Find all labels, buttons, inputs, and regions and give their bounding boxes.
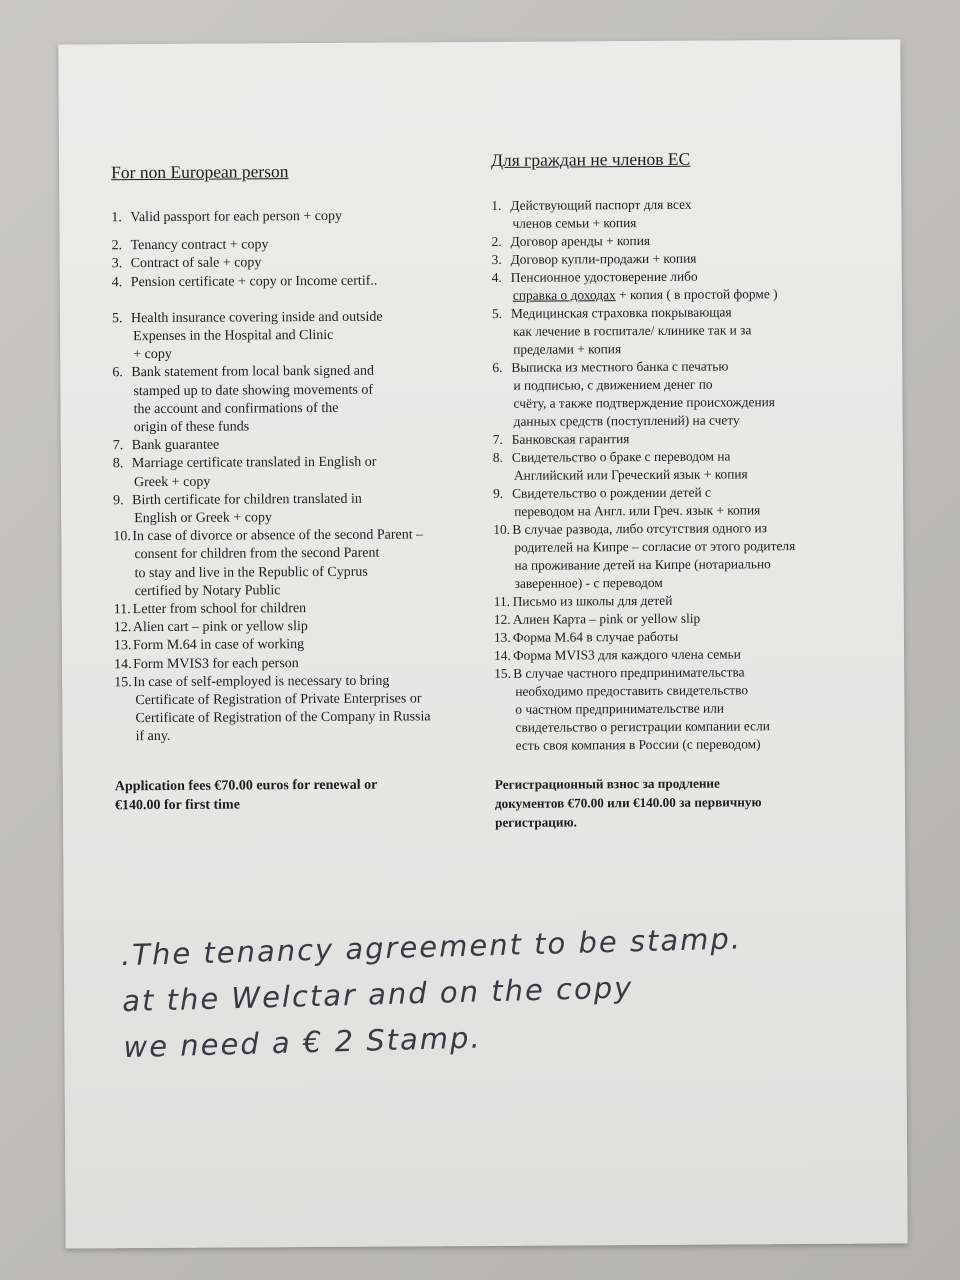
- item-number: 7.: [112, 438, 124, 454]
- item-text-line: Алиен Карта – pink or yellow slip: [512, 610, 701, 627]
- item-text-line: счёту, а также подтверждение происхождения: [513, 394, 775, 411]
- item-number: 12.: [493, 611, 511, 627]
- item-text-line: Свидетельство о рождении детей с: [512, 484, 711, 501]
- item-text-line: Birth certificate for children translated in: [132, 491, 362, 508]
- underlined-text: справка о доходах: [512, 287, 616, 303]
- item-text-line: Greek + copy: [133, 474, 211, 490]
- item-number: 9.: [113, 493, 124, 509]
- russian-application-fees: [495, 773, 855, 832]
- item-text-line: Form M.64 in case of working: [132, 637, 305, 654]
- russian-item-2: [491, 231, 851, 251]
- item-text-line: Договор аренды + копия: [510, 232, 651, 249]
- russian-item-7: [493, 429, 853, 449]
- item-text-line: Выписка из местного банка с печатью: [511, 358, 729, 375]
- item-number: 4.: [491, 269, 502, 285]
- item-number: 8.: [492, 449, 503, 465]
- russian-item-1: [491, 195, 851, 233]
- item-text-line: членов семьи + копия: [512, 215, 637, 231]
- fees-line: регистрацию.: [495, 814, 577, 830]
- item-text-line: Valid passport for each person + copy: [130, 208, 343, 226]
- item-number: 10.: [113, 529, 131, 545]
- handwritten-line: .The tenancy agreement to be stamp.: [120, 921, 743, 973]
- english-item-11: [114, 599, 474, 619]
- item-text-line: родителей на Кипре – согласие от этого родителя: [514, 538, 796, 555]
- english-item-13: [114, 636, 474, 656]
- handwritten-line: at the Welctar and on the copy: [121, 970, 634, 1019]
- document-page: [58, 39, 907, 1248]
- english-item-12: [114, 617, 474, 637]
- item-text-line: Письмо из школы для детей: [512, 592, 673, 609]
- item-number: 14.: [494, 647, 511, 663]
- item-number: 12.: [113, 620, 132, 636]
- item-text-line: свидетельство о регистрации компании если: [515, 718, 770, 735]
- item-number: 10.: [493, 521, 511, 537]
- english-application-fees: [115, 775, 475, 815]
- list-spacer: [112, 290, 472, 310]
- item-text-line: Форма М.64 в случае работы: [512, 628, 679, 645]
- item-number: 2.: [491, 233, 502, 249]
- english-item-5: [112, 308, 472, 365]
- item-text-line: Свидетельство о браке с переводом на: [511, 448, 731, 465]
- russian-item-8: [493, 447, 853, 485]
- item-text-line: [511, 285, 852, 305]
- russian-item-10: [493, 519, 853, 593]
- russian-item-14: [494, 645, 854, 665]
- item-text-line: In case of divorce or absence of the second Parent –: [132, 527, 424, 545]
- item-number: 8.: [112, 456, 124, 472]
- russian-item-13: [494, 627, 854, 647]
- english-item-15: [114, 672, 474, 747]
- english-column: [111, 160, 475, 815]
- item-number: 3.: [491, 251, 502, 267]
- item-text-line: Договор купли-продажи + копия: [510, 250, 697, 267]
- item-text-line: Pension certificate + copy or Income certif..: [130, 273, 378, 290]
- item-number: 1.: [111, 210, 122, 226]
- item-text-line: Bank statement from local bank signed and: [131, 364, 374, 381]
- russian-item-5: [492, 303, 852, 359]
- item-number: 1.: [491, 197, 502, 213]
- russian-item-12: [494, 609, 854, 629]
- item-text-line: о частном предпринимательстве или: [515, 700, 725, 717]
- item-text-line: на проживание детей на Кипре (нотариально: [514, 556, 771, 573]
- english-item-14: [114, 654, 474, 674]
- item-number: 15.: [494, 665, 511, 681]
- item-text-line: stamped up to date showing movements of: [133, 382, 374, 399]
- item-text-line: Пенсионное удостоверение либо: [510, 268, 698, 285]
- item-number: 13.: [113, 638, 132, 654]
- handwritten-line: we need a € 2 Stamp.: [123, 1020, 483, 1065]
- item-text-line: необходимо предоставить свидетельство: [515, 682, 749, 699]
- russian-heading: Для граждан не членов ЕС: [490, 148, 691, 170]
- english-item-2: [112, 235, 472, 255]
- item-text-line: Health insurance covering inside and outside: [130, 309, 383, 326]
- item-text-line: consent for children from the second Parent: [134, 546, 380, 563]
- item-text-line: to stay and live in the Republic of Cyprus: [134, 564, 368, 581]
- item-text-line: Certificate of Registration of Private Enterprises or: [135, 691, 422, 709]
- item-number: 11.: [113, 602, 131, 618]
- item-text-line: В случае развода, либо отсутствия одного из: [512, 520, 767, 537]
- handwritten-note: [120, 912, 883, 1071]
- item-text-line: certified by Notary Public: [134, 583, 281, 599]
- russian-item-6: [492, 357, 852, 431]
- fees-line: Application fees €70.00 euros for renewal or: [114, 777, 378, 794]
- item-number: 5.: [111, 311, 123, 327]
- english-requirements-list: [111, 207, 474, 747]
- english-item-8: [113, 453, 473, 492]
- item-text-line: In case of self-employed is necessary to bring: [133, 673, 390, 691]
- item-text-tail: + копия ( в простой форме ): [615, 286, 778, 303]
- item-text-line: the account and confirmations of the: [133, 400, 339, 417]
- item-number: 13.: [493, 629, 511, 645]
- item-text-line: В случае частного предпринимательства: [513, 664, 745, 681]
- english-item-1: [111, 207, 471, 227]
- item-text-line: заверенное) - с переводом: [514, 574, 663, 591]
- item-text-line: пределами + копия: [513, 341, 622, 357]
- item-number: 6.: [492, 359, 503, 375]
- russian-item-9: [493, 483, 853, 521]
- item-text-line: Bank guarantee: [131, 437, 220, 454]
- item-number: 11.: [493, 593, 511, 609]
- item-text-line: Certificate of Registration of the Company in Russia: [135, 709, 431, 727]
- item-text-line: Alien cart – pink or yellow slip: [132, 619, 308, 636]
- item-number: 4.: [111, 274, 123, 290]
- english-item-4: [112, 272, 472, 292]
- item-number: 7.: [492, 431, 503, 447]
- english-item-6: [112, 362, 472, 437]
- item-text-line: есть своя компания в России (с переводом): [515, 736, 761, 753]
- item-text-line: Expenses in the Hospital and Clinic: [133, 327, 334, 345]
- item-text-line: Form MVIS3 for each person: [133, 655, 299, 672]
- item-text-line: Английский или Греческий язык + копия: [513, 466, 748, 483]
- item-text-line: Marriage certificate translated in English or: [131, 455, 377, 472]
- item-text-line: origin of these funds: [133, 419, 250, 436]
- item-number: 14.: [114, 656, 132, 672]
- item-text-line: Медицинская страховка покрывающая: [510, 304, 732, 321]
- item-text-line: Tenancy contract + copy: [130, 237, 269, 254]
- russian-column: [491, 148, 855, 832]
- item-text-line: Действующий паспорт для всех: [510, 196, 692, 213]
- item-number: 9.: [493, 485, 504, 501]
- item-number: 15.: [114, 675, 132, 691]
- item-text-line: + copy: [133, 347, 172, 363]
- item-text-line: Банковская гарантия: [511, 431, 630, 447]
- english-item-3: [112, 253, 472, 273]
- russian-item-3: [492, 249, 852, 269]
- russian-item-4: [492, 267, 852, 305]
- item-text-line: Contract of sale + copy: [130, 255, 262, 272]
- item-number: 3.: [111, 256, 123, 272]
- russian-item-11: [494, 591, 854, 611]
- russian-item-15: [494, 663, 855, 755]
- english-item-7: [113, 435, 473, 455]
- english-item-10: [113, 526, 473, 601]
- item-number: 5.: [491, 305, 503, 321]
- item-text-line: и подписью, с движением денег по: [513, 376, 713, 393]
- item-text-line: Форма MVIS3 для каждого члена семьи: [513, 646, 741, 663]
- item-text-line: как лечение в госпитале/ клинике так и за: [513, 322, 752, 339]
- fees-line: Регистрационный взнос за продление: [494, 775, 720, 792]
- fees-line: документов €70.00 или €140.00 за первичную: [494, 794, 762, 811]
- item-text-line: if any.: [135, 729, 171, 745]
- item-number: 6.: [112, 365, 123, 381]
- item-text-line: Letter from school for children: [132, 601, 307, 618]
- item-text-line: данных средств (поступлений) на счету: [513, 412, 740, 429]
- english-item-9: [113, 490, 473, 529]
- item-number: 2.: [111, 238, 123, 254]
- item-text-line: English or Greek + copy: [134, 510, 273, 527]
- english-heading: For non European person: [111, 161, 289, 183]
- russian-requirements-list: [491, 195, 854, 755]
- item-text-line: переводом на Англ. или Греч. язык + копия: [514, 502, 761, 519]
- fees-line: €140.00 for first time: [114, 797, 240, 813]
